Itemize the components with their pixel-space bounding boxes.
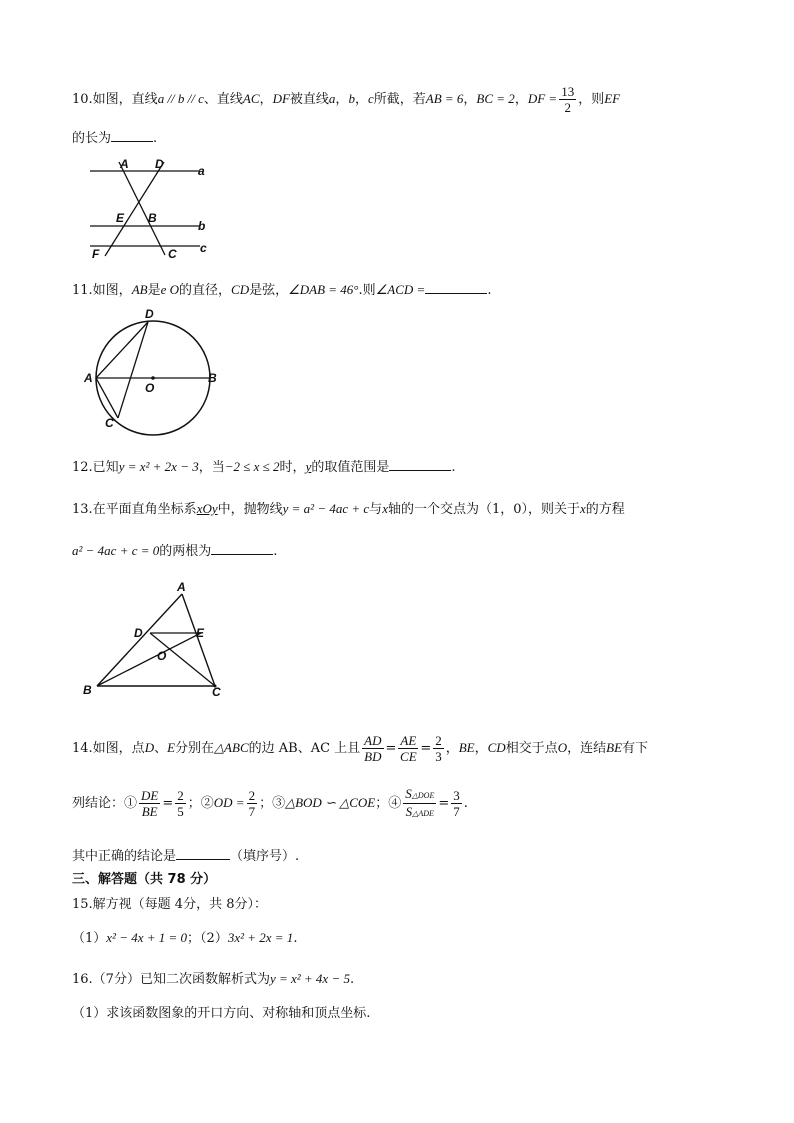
figure-label: A xyxy=(120,157,129,171)
figure-label: c xyxy=(200,241,207,255)
q14-figure xyxy=(78,580,238,702)
q11-figure xyxy=(78,305,228,437)
q12-line: 12.已知y = x² + 2x − 3，当−2 ≤ x ≤ 2时，y的取值范围是 . xyxy=(72,459,456,475)
figure-label: D xyxy=(134,626,143,640)
q13-line1: 13.在平面直角坐标系xOy中，抛物线y = a² − 4ac + c与x轴的一个交点为（1，0），则关于x的方程 xyxy=(72,501,625,517)
q15-line2: （1）x² − 4x + 1 = 0；（2）3x² + 2x = 1. xyxy=(72,930,298,946)
figure-label: D xyxy=(155,157,164,171)
figure-label: B xyxy=(148,211,157,225)
q10-figure xyxy=(82,152,232,264)
q15-line1: 15.解方视（每题 4分，共 8分）： xyxy=(72,897,267,912)
figure-label: C xyxy=(212,685,221,699)
answer-blank xyxy=(111,129,153,142)
figure-label: E xyxy=(196,626,205,640)
answer-blank xyxy=(211,542,273,555)
q10-line2: 的长为 . xyxy=(72,131,158,146)
figure-label: O xyxy=(145,381,155,395)
q11-line: 11.如图，AB是e O的直径，CD是弦，∠DAB = 46°.则∠ACD = . xyxy=(72,282,492,298)
answer-blank xyxy=(425,281,487,294)
figure-label: B xyxy=(208,371,217,385)
figure-label: E xyxy=(116,211,125,225)
q14-line2: 列结论：① $\frac{DE}{BE}$ = $\frac{2}{5}$ ；②OD = $\frac{2}{7}$ ；③△BOD ∽ △COE；④ $\frac{\text{S△DOE}}{\text{S△ADE}}$ = $\frac{3}{7}$ . xyxy=(72,786,468,819)
figure-label: D xyxy=(145,307,154,321)
figure-label: A xyxy=(177,580,186,594)
figure-label: O xyxy=(157,649,167,663)
section-heading: 三、解答题（共 78 分） xyxy=(72,872,217,887)
q13-line2: a² − 4ac + c = 0的两根为 . xyxy=(72,543,278,559)
answer-blank xyxy=(176,847,230,860)
figure-label: B xyxy=(83,683,92,697)
answer-blank xyxy=(389,458,451,471)
q10-line1: 10.如图，直线a // b // c、直线AC，DF被直线a，b，c所截，若AB = 6，BC = 2，DF = $\frac{13}{2}$ ，则EF xyxy=(72,84,621,115)
q16-part1: （1）求该函数图象的开口方向、对称轴和顶点坐标. xyxy=(72,1006,371,1021)
q14-line1: 14.如图，点D、E分别在△ABC的边 AB、AC 上且 $\frac{AD}{BD}$ = $\frac{AE}{CE}$ = $\frac{2}{3}$ ，BE，CD相交于点O，连结BE有下 xyxy=(72,733,649,764)
figure-label: b xyxy=(198,219,206,233)
figure-label: A xyxy=(84,371,93,385)
figure-label: F xyxy=(92,247,100,261)
figure-label: a xyxy=(198,164,205,178)
q14-line3: 其中正确的结论是 （填序号）. xyxy=(72,849,300,864)
figure-label: C xyxy=(168,247,177,261)
figure-label: C xyxy=(105,416,114,430)
q16-line1: 16.（7分）已知二次函数解析式为y = x² + 4x − 5. xyxy=(72,971,355,987)
